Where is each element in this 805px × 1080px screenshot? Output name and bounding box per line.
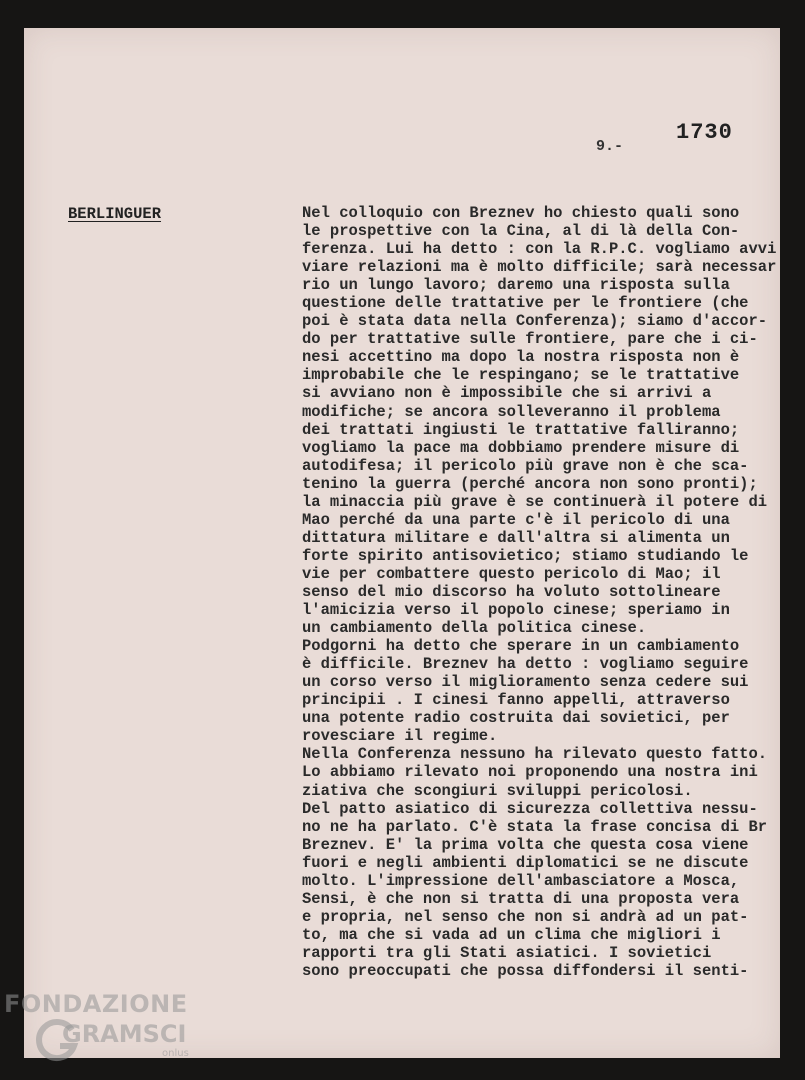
text-line: Nella Conferenza nessuno ha rilevato questo fatto. [302,745,768,764]
text-line: to, ma che si vada ad un clima che migliori i [302,925,721,944]
text-line: improbabile che le respingano; se le trattative [302,366,740,385]
text-line: poi è stata data nella Conferenza); siamo d'accor- [302,312,768,331]
text-line: principii . I cinesi fanno appelli, attraverso [302,691,730,710]
text-line: si avviano non è impossibile che si arrivi a [302,384,712,403]
text-line: una potente radio costruita dai sovietici, per [302,709,730,728]
text-line: Nel colloquio con Breznev ho chiesto quali sono [302,204,740,222]
text-line: nesi accettino ma dopo la nostra risposta non è [302,348,740,367]
text-line: modifiche; se ancora solleveranno il problema [302,402,721,421]
text-line: ferenza. Lui ha detto : con la R.P.C. vogliamo avvi [302,240,777,259]
text-line: un cambiamento della politica cinese. [302,619,647,638]
text-line: vogliamo la pace ma dobbiamo prendere misure di [302,438,740,457]
text-line: la minaccia più grave è se continuerà il potere di [302,492,768,511]
watermark-line2: GRAMSCI [62,1020,187,1048]
text-line: autodifesa; il pericolo più grave non è che sca- [302,456,749,475]
text-line: forte spirito antisovietico; stiamo studiando le [302,546,749,565]
speaker-name: BERLINGUER [68,205,162,223]
text-line: l'amicizia verso il popolo cinese; speriamo in [302,601,730,620]
page-sub-number: 9.- [596,138,624,155]
text-line: molto. L'impressione dell'ambasciatore a Mosca, [302,871,740,890]
text-line: un corso verso il miglioramento senza cedere sui [302,673,749,692]
text-line: senso del mio discorso ha voluto sottolineare [302,582,721,601]
text-line: vie per combattere questo pericolo di Mao; il [302,564,721,583]
text-line: ziativa che scongiuri sviluppi pericolosi. [302,781,693,800]
text-line: viare relazioni ma è molto difficile; sarà necessar [302,258,777,277]
text-line: sono preoccupati che possa diffondersi il senti- [302,961,749,980]
text-line: no ne ha parlato. C'è stata la frase concisa di Br [302,817,768,836]
text-line: rio un lungo lavoro; daremo una risposta sulla [302,276,730,295]
page-number: 1730 [676,120,733,145]
watermark-line3: onlus [162,1048,189,1059]
text-line: le prospettive con la Cina, al di là della Con- [302,222,740,241]
text-line: tenino la guerra (perché ancora non sono pronti); [302,474,758,493]
text-line: Sensi, è che non si tratta di una proposta vera [302,889,740,908]
text-line: rapporti tra gli Stati asiatici. I sovietici [302,943,712,962]
text-line: è difficile. Breznev ha detto : vogliamo seguire [302,655,749,674]
text-line: Mao perché da una parte c'è il pericolo di una [302,510,730,529]
text-line: Del patto asiatico di sicurezza collettiva nessu- [302,799,758,818]
text-line: dei trattati ingiusti le trattative falliranno; [302,420,740,439]
body-text [302,204,802,980]
document-page [24,28,780,1058]
text-line: do per trattative sulle frontiere, pare che i ci- [302,330,758,349]
text-line: rovesciare il regime. [302,727,498,746]
text-line: questione delle trattative per le frontiere (che [302,294,749,313]
watermark-line1: FONDAZIONE [4,990,188,1018]
text-line: Lo abbiamo rilevato noi proponendo una nostra ini [302,763,758,782]
text-line: Breznev. E' la prima volta che questa cosa viene [302,835,749,854]
watermark-logo [4,990,189,1059]
text-line: Podgorni ha detto che sperare in un cambiamento [302,637,740,656]
text-line: e propria, nel senso che non si andrà ad un pat- [302,907,749,926]
text-line: dittatura militare e dall'altra si alimenta un [302,528,730,547]
text-line: fuori e negli ambienti diplomatici se ne discute [302,853,749,872]
